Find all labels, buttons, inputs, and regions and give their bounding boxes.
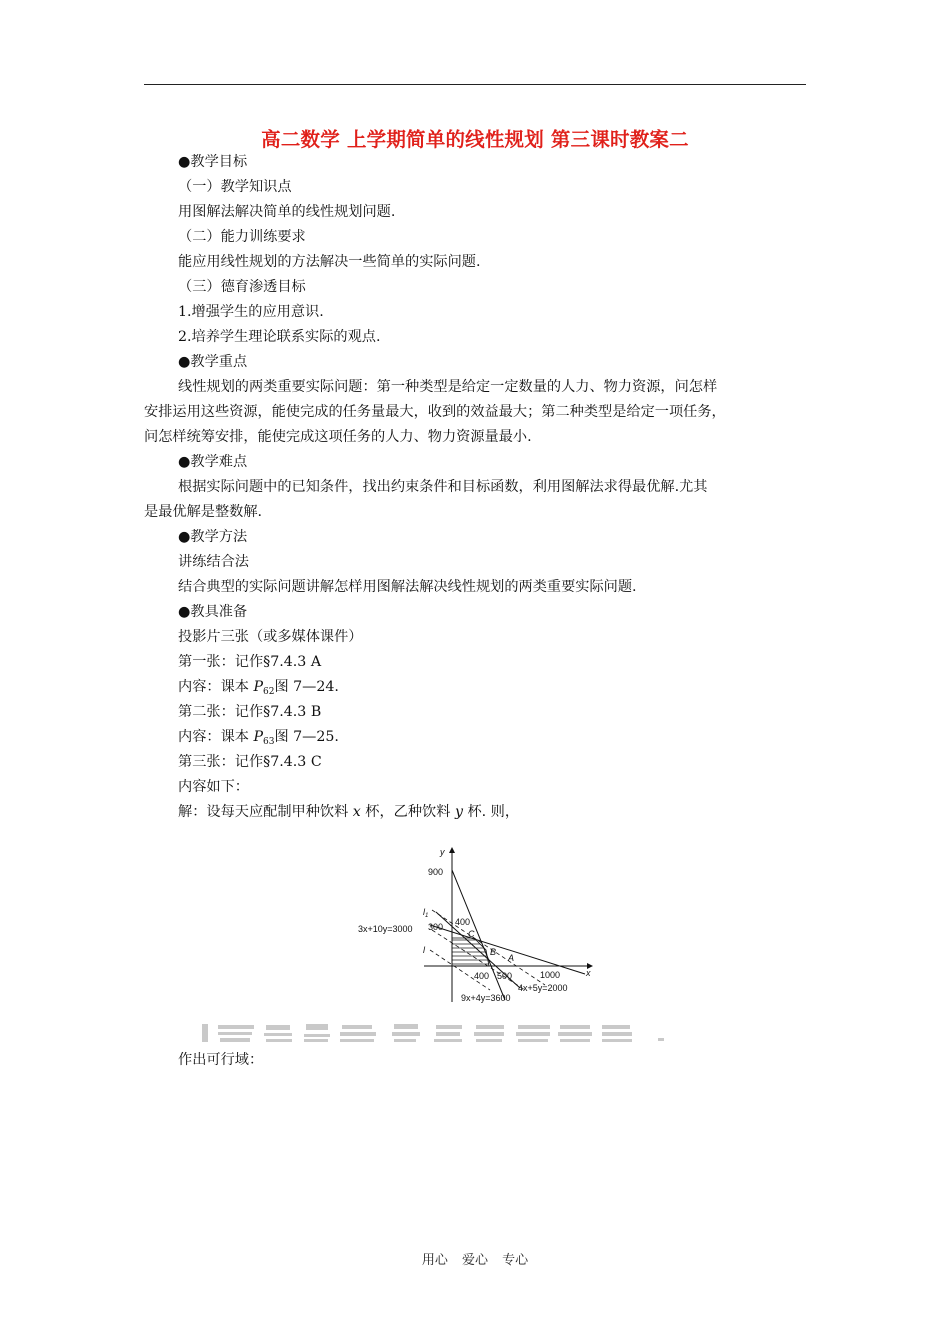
method-line-1: 讲练结合法 bbox=[178, 554, 249, 570]
line-3x-10y-3000 bbox=[430, 925, 585, 974]
feasible-region-instruction: 作出可行域： bbox=[178, 1052, 264, 1068]
content-1-page-number: 62 bbox=[263, 687, 275, 697]
solution-var-x: x bbox=[352, 804, 361, 820]
page-footer: 用心 爱心 专心 bbox=[421, 1253, 529, 1268]
difficulties-line-1: 根据实际问题中的已知条件，找出约束条件和目标函数，利用图解法求得最优解.尤其 bbox=[178, 479, 708, 495]
garbled-caption-artifact bbox=[200, 1021, 670, 1045]
point-label-b: B bbox=[490, 947, 497, 957]
heading-teaching-goal: ●教学目标 bbox=[178, 154, 248, 170]
slide-3: 第三张：记作§7.4.3 C bbox=[178, 754, 322, 770]
key-points-line-2: 安排运用这些资源，能使完成的任务量最大，收到的效益最大；第二种类型是给定一项任务， bbox=[144, 404, 726, 420]
heading-method: ●教学方法 bbox=[178, 529, 248, 545]
paragraph-moral-2: 2.培养学生理论联系实际的观点. bbox=[178, 329, 381, 345]
key-points-line-1: 线性规划的两类重要实际问题：第一种类型是给定一定数量的人力、物力资源，问怎样 bbox=[178, 379, 718, 395]
content-3: 内容如下： bbox=[178, 779, 249, 795]
point-label-c: C bbox=[468, 929, 475, 939]
feasible-region-figure bbox=[350, 842, 600, 1008]
tick-label-900: 900 bbox=[428, 867, 444, 877]
content-2 bbox=[178, 727, 339, 749]
line-label-l1-subscript: 1 bbox=[425, 913, 429, 919]
equation-label-3x10y: 3x+10y=3000 bbox=[358, 924, 413, 934]
tick-label-400-y: 400 bbox=[455, 917, 471, 927]
slide-1: 第一张：记作§7.4.3 A bbox=[178, 654, 322, 670]
x-axis-label: x bbox=[586, 968, 591, 978]
solution-part-b: 杯，乙种饮料 bbox=[360, 804, 455, 820]
tick-label-1000: 1000 bbox=[540, 970, 561, 980]
content-1 bbox=[178, 677, 339, 699]
key-points-line-3: 问怎样统筹安排，能使完成这项任务的人力、物力资源量最小. bbox=[144, 429, 532, 445]
solution-part-a: 解：设每天应配制甲种饮料 bbox=[178, 804, 353, 820]
content-1-prefix: 内容：课本 bbox=[178, 679, 254, 695]
subheading-ability: （二）能力训练要求 bbox=[178, 229, 306, 245]
solution-line bbox=[178, 802, 519, 822]
paragraph-moral-1: 1.增强学生的应用意识. bbox=[178, 304, 324, 320]
equation-label-9x4y: 9x+4y=3600 bbox=[461, 993, 511, 1003]
paragraph-ability: 能应用线性规划的方法解决一些简单的实际问题. bbox=[178, 254, 481, 270]
method-line-2: 结合典型的实际问题讲解怎样用图解法解决线性规划的两类重要实际问题. bbox=[178, 579, 637, 595]
slide-2: 第二张：记作§7.4.3 B bbox=[178, 704, 322, 720]
point-label-a: A bbox=[508, 953, 515, 963]
y-axis-label: y bbox=[440, 847, 445, 857]
equation-label-4x5y: 4x+5y=2000 bbox=[518, 983, 568, 993]
subheading-knowledge: （一）教学知识点 bbox=[178, 179, 292, 195]
difficulties-line-2: 是最优解是整数解. bbox=[144, 504, 263, 520]
line-label-l1 bbox=[423, 907, 428, 919]
content-2-page-letter: P bbox=[253, 729, 263, 745]
tick-label-400-x: 400 bbox=[474, 971, 490, 981]
content-1-suffix: 图 7—24. bbox=[274, 679, 339, 695]
content-1-page-letter: P bbox=[253, 679, 263, 695]
line-label-l: l bbox=[423, 945, 425, 955]
page-title: 高二数学 上学期简单的线性规划 第三课时教案二 bbox=[261, 128, 689, 151]
tick-label-500: 500 bbox=[497, 971, 513, 981]
tick-label-300: 300 bbox=[428, 922, 444, 932]
subheading-moral: （三）德育渗透目标 bbox=[178, 279, 306, 295]
paragraph-knowledge: 用图解法解决简单的线性规划问题. bbox=[178, 204, 396, 220]
solution-part-c: 杯. 则， bbox=[462, 804, 520, 820]
content-2-page-number: 63 bbox=[263, 737, 275, 747]
prep-line-1: 投影片三张（或多媒体课件） bbox=[178, 629, 363, 645]
heading-key-points: ●教学重点 bbox=[178, 354, 248, 370]
content-2-suffix: 图 7—25. bbox=[274, 729, 339, 745]
heading-preparation: ●教具准备 bbox=[178, 604, 248, 620]
solution-var-y: y bbox=[454, 804, 463, 820]
header-rule bbox=[144, 84, 806, 85]
heading-difficulties: ●教学难点 bbox=[178, 454, 248, 470]
content-2-prefix: 内容：课本 bbox=[178, 729, 254, 745]
line-label-l1-letter: l bbox=[423, 907, 425, 917]
